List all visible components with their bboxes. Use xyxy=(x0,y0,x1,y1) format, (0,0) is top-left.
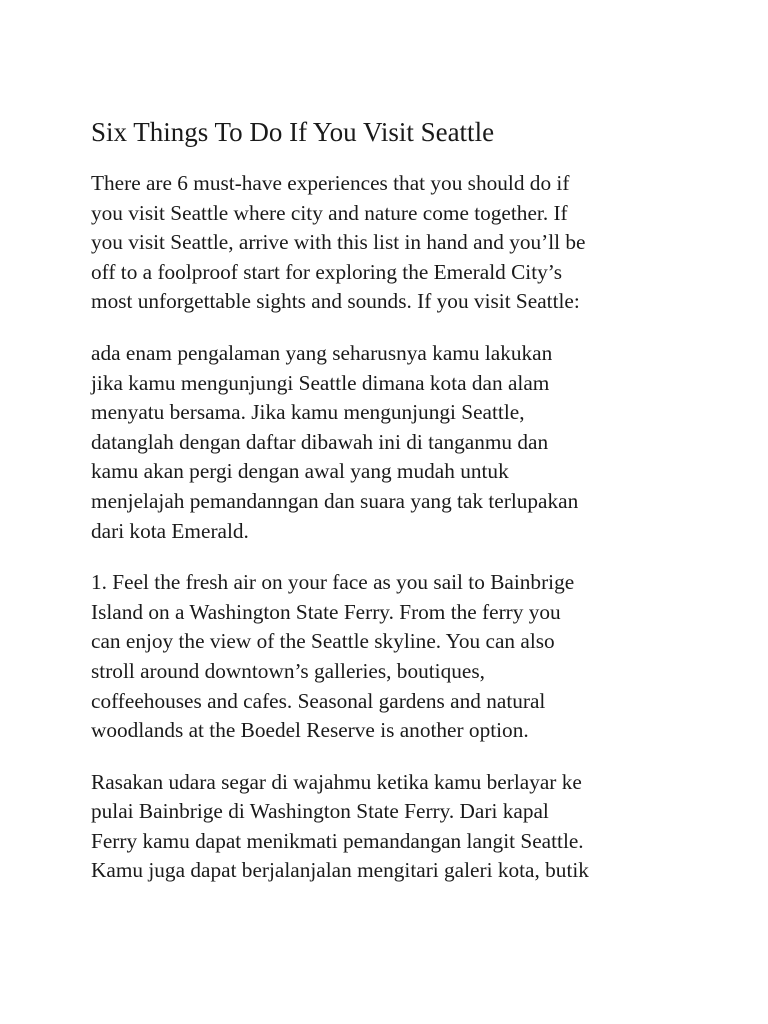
text-line: Rasakan udara segar di wajahmu ketika kamu berlayar ke xyxy=(91,769,582,794)
text-line: datanglah dengan daftar dibawah ini di tanganmu dan xyxy=(91,429,549,454)
paragraph-intro-indonesian xyxy=(91,339,691,546)
text-line: Kamu juga dapat berjalanjalan mengitari galeri kota, butik xyxy=(91,858,589,883)
document-title: Six Things To Do If You Visit Seattle xyxy=(91,117,495,147)
text-line: ada enam pengalaman yang seharusnya kamu lakukan xyxy=(91,340,553,365)
paragraph-intro-english xyxy=(91,169,691,317)
text-line: most unforgettable sights and sounds. If you visit Seattle: xyxy=(91,289,580,314)
text-line: Island on a Washington State Ferry. From the ferry you xyxy=(91,599,561,624)
text-line: There are 6 must-have experiences that you should do if xyxy=(91,171,570,195)
paragraph-item-1-indonesian xyxy=(91,768,691,886)
text-line: dari kota Emerald. xyxy=(91,518,249,543)
text-line: you visit Seattle where city and nature come together. If xyxy=(91,200,568,225)
text-line: woodlands at the Boedel Reserve is another option. xyxy=(91,718,529,743)
text-line: kamu akan pergi dengan awal yang mudah untuk xyxy=(91,459,509,484)
paragraph-item-1-english xyxy=(91,568,691,746)
text-line: menjelajah pemandanngan dan suara yang tak terlupakan xyxy=(91,488,579,513)
text-line: Ferry kamu dapat menikmati pemandangan langit Seattle. xyxy=(91,828,584,853)
text-line: 1. Feel the fresh air on your face as you sail to Bainbrige xyxy=(91,570,575,595)
text-line: can enjoy the view of the Seattle skyline. You can also xyxy=(91,629,555,654)
text-line: stroll around downtown’s galleries, boutiques, xyxy=(91,658,485,683)
text-line: menyatu bersama. Jika kamu mengunjungi Seattle, xyxy=(91,400,525,425)
text-line: you visit Seattle, arrive with this list in hand and you’ll be xyxy=(91,230,586,255)
document-body xyxy=(91,115,691,908)
text-line: jika kamu mengunjungi Seattle dimana kota dan alam xyxy=(91,370,550,395)
text-line: pulai Bainbrige di Washington State Ferry. Dari kapal xyxy=(91,799,549,824)
text-line: off to a foolproof start for exploring the Emerald City’s xyxy=(91,259,562,284)
text-line: coffeehouses and cafes. Seasonal gardens and natural xyxy=(91,688,546,713)
